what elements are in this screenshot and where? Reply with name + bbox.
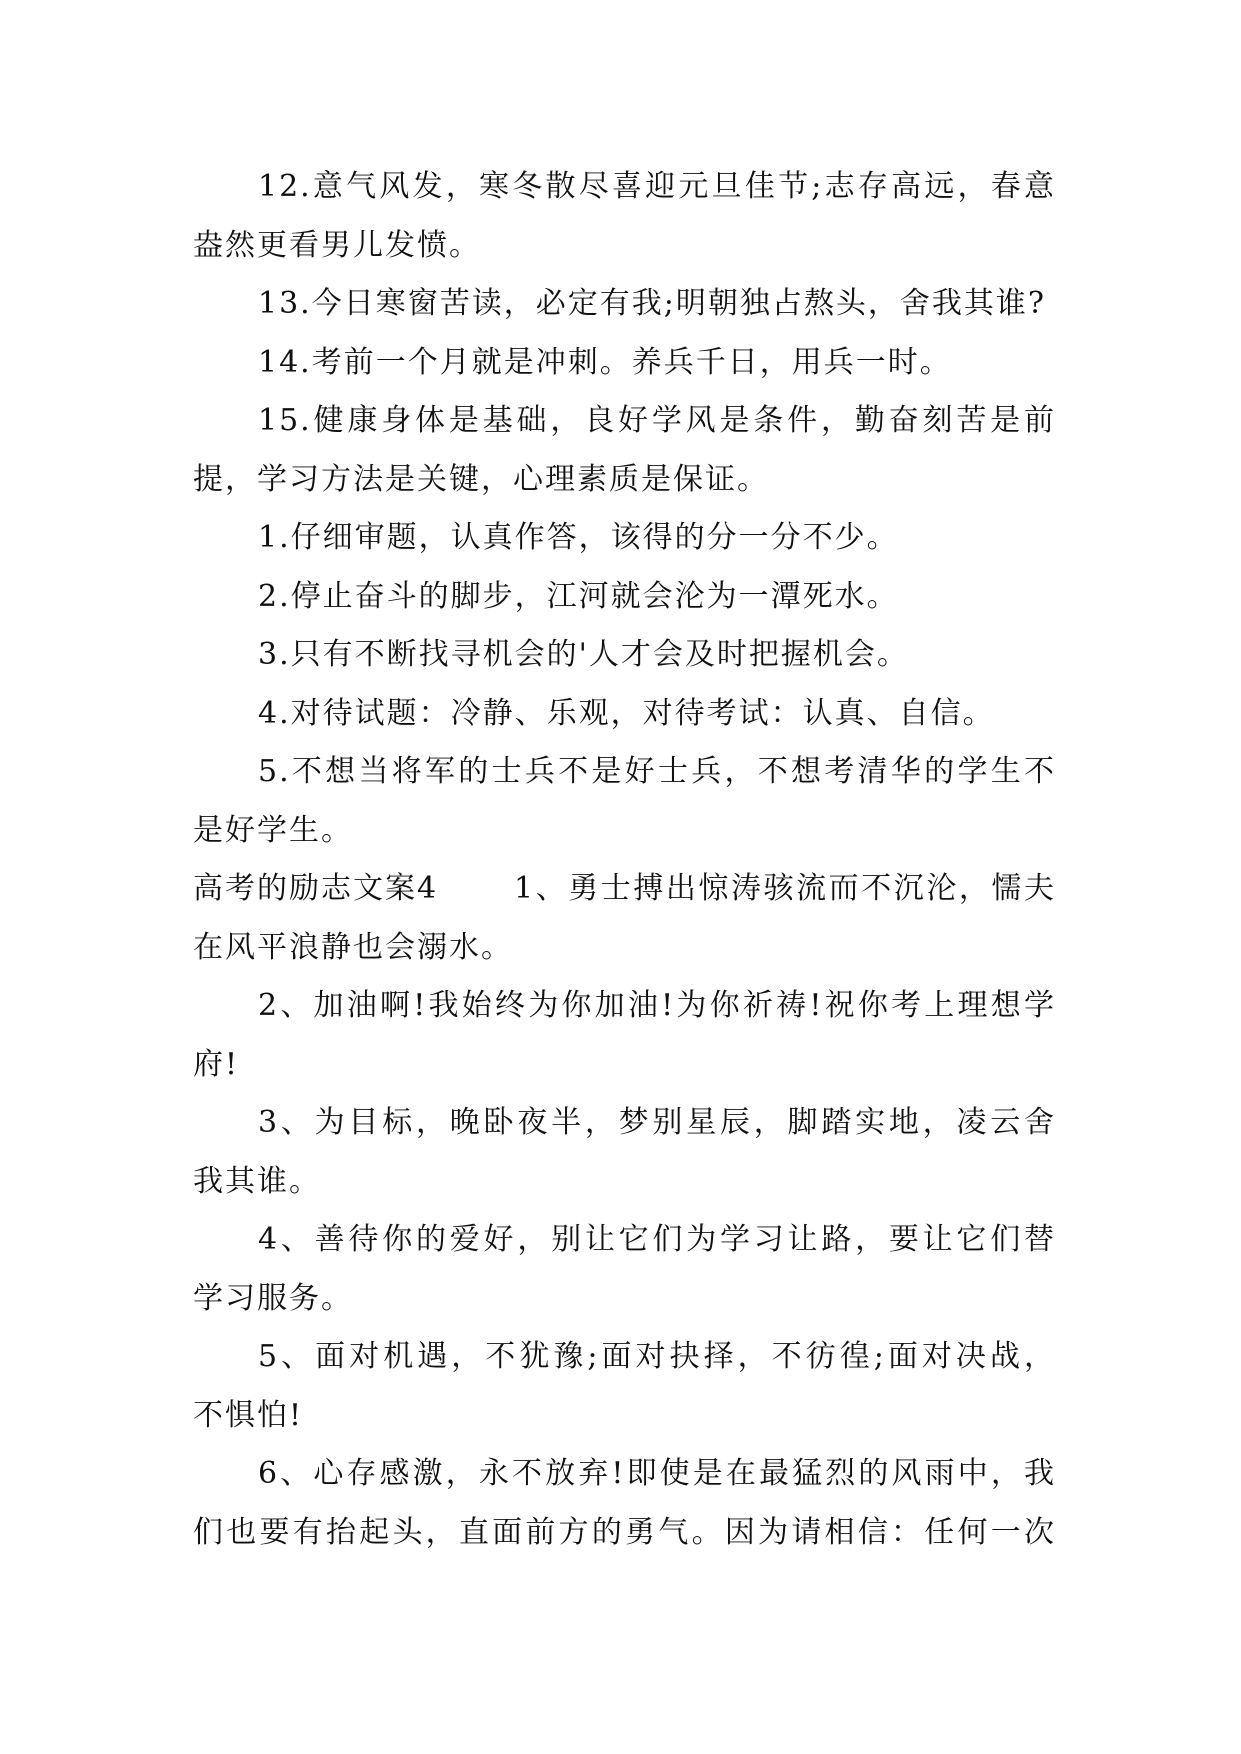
paragraph [193, 1211, 1056, 1328]
paragraph-line: 我其谁。 [193, 1163, 321, 1199]
paragraph-line: 们也要有抬起头，直面前方的勇气。因为请相信：任何一次 [193, 1514, 1056, 1550]
paragraph [193, 392, 1056, 509]
paragraph-line: 5.不想当将军的士兵不是好士兵，不想考清华的学生不 [258, 754, 1056, 789]
section-heading: 高考的励志文案4 [193, 871, 439, 906]
text-body [193, 158, 1056, 1562]
paragraph [193, 158, 1056, 275]
paragraph-line: 2、加油啊!我始终为你加油!为你祈祷!祝你考上理想学 [258, 988, 1056, 1023]
paragraph-line: 13.今日寒窗苦读，必定有我;明朝独占熬头，舍我其谁? [258, 286, 1046, 321]
paragraph-line: 1.仔细审题，认真作答，该得的分一分不少。 [258, 520, 899, 555]
paragraph-line: 1、勇士搏出惊涛骇流而不沉沦，懦夫 [514, 871, 1056, 906]
section-heading-line [193, 860, 1056, 919]
paragraph-line: 14.考前一个月就是冲刺。养兵千日，用兵一时。 [258, 344, 952, 380]
paragraph [193, 1328, 1056, 1445]
paragraph-line: 4.对待试题：冷静、乐观，对待考试：认真、自信。 [258, 695, 995, 731]
paragraph [193, 685, 1056, 744]
paragraph-line: 不惧怕! [193, 1397, 304, 1433]
paragraph [193, 334, 1056, 393]
paragraph-line: 6、心存感激，永不放弃!即使是在最猛烈的风雨中，我 [258, 1456, 1056, 1491]
paragraph-line: 5、面对机遇，不犹豫;面对抉择，不彷徨;面对决战， [258, 1339, 1056, 1374]
paragraph-line: 3、为目标，晚卧夜半，梦别星辰，脚踏实地，凌云舍 [258, 1105, 1056, 1140]
paragraph-line: 府! [193, 1046, 240, 1082]
paragraph [193, 1094, 1056, 1211]
paragraph-line: 学习服务。 [193, 1280, 353, 1316]
paragraph [193, 860, 1056, 977]
paragraph-line: 是好学生。 [193, 812, 353, 848]
paragraph-line: 在风平浪静也会溺水。 [193, 929, 513, 965]
paragraph [193, 977, 1056, 1094]
paragraph-line: 12.意气风发，寒冬散尽喜迎元旦佳节;志存高远，春意 [258, 169, 1056, 204]
paragraph-line: 2.停止奋斗的脚步，江河就会沦为一潭死水。 [258, 578, 899, 614]
paragraph [193, 626, 1056, 685]
paragraph [193, 275, 1056, 334]
paragraph-line: 15.健康身体是基础，良好学风是条件，勤奋刻苦是前 [258, 403, 1056, 438]
section [193, 860, 1056, 1562]
paragraph [193, 509, 1056, 568]
paragraph [193, 1445, 1056, 1562]
paragraph [193, 568, 1056, 627]
paragraph-line: 盎然更看男儿发愤。 [193, 227, 481, 263]
paragraph [193, 743, 1056, 860]
paragraph-line: 4、善待你的爱好，别让它们为学习让路，要让它们替 [258, 1222, 1056, 1257]
paragraph-line: 3.只有不断找寻机会的'人才会及时把握机会。 [258, 637, 909, 672]
paragraph-line: 提，学习方法是关键，心理素质是保证。 [193, 461, 769, 497]
